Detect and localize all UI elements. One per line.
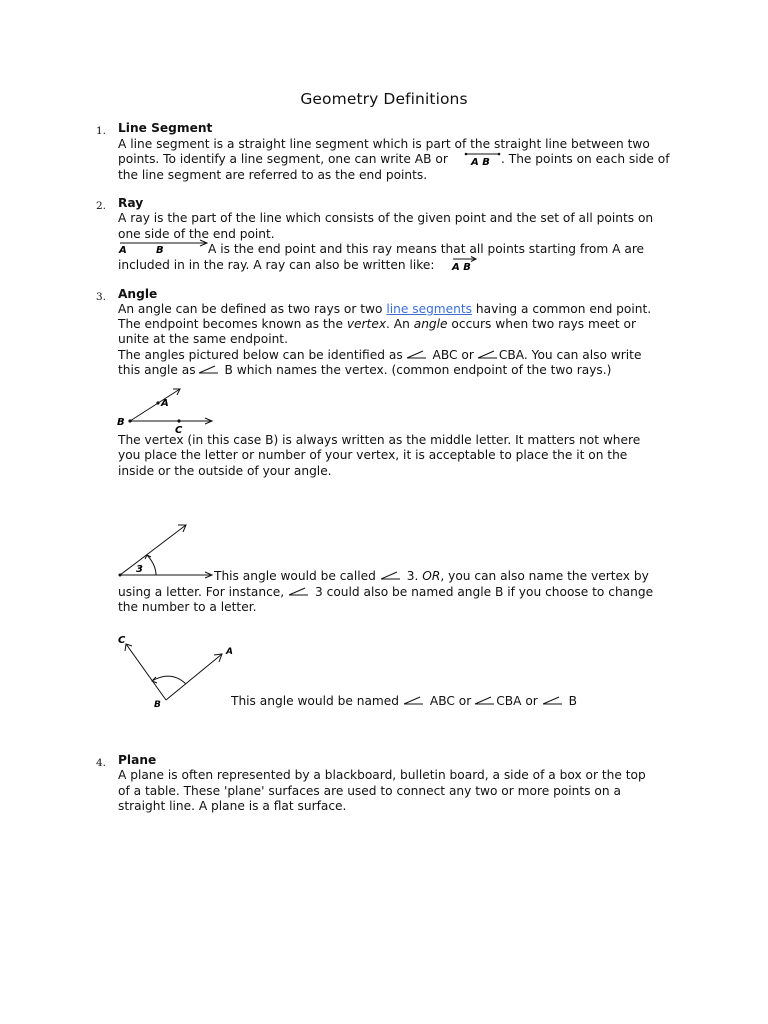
text-span: ABC or — [428, 348, 474, 362]
text-line — [118, 317, 636, 332]
ray-inline-label: A B — [452, 262, 471, 273]
text-span: B which names the vertex. (common endpoint of the two rays.) — [220, 363, 612, 377]
text-line — [214, 569, 649, 584]
text-span: . An — [386, 317, 414, 331]
text-span: , you can also name the vertex by — [440, 569, 649, 583]
text-line: inside or the outside of your angle. — [118, 464, 332, 478]
text-line: A ray is the part of the line which consists of the given point and the set of all points on — [118, 211, 654, 225]
angle-label-c: C — [118, 635, 126, 646]
text-line: included in in the ray. A ray can also be written like: — [118, 258, 435, 272]
text-span: An angle can be defined as two rays or two — [118, 302, 387, 316]
text-line — [118, 363, 611, 378]
heading-angle: Angle — [118, 287, 158, 301]
text-line — [118, 585, 653, 600]
ray-label-b: B — [156, 245, 164, 256]
text-line: points. To identify a line segment, one can write AB or — [118, 152, 448, 166]
heading-plane: Plane — [118, 753, 157, 767]
angle-symbol-icon — [288, 587, 310, 597]
ray-inline-notation-figure — [450, 256, 480, 272]
text-line — [231, 694, 577, 709]
text-line: unite at the same endpoint. — [118, 332, 288, 346]
angle-3-figure — [114, 520, 218, 584]
list-number-1: 1. — [96, 125, 107, 137]
text-span: this angle as — [118, 363, 196, 377]
angle-symbol-icon — [477, 350, 499, 360]
text-span: 3 could also be named angle B if you choose to change — [311, 585, 654, 599]
angle-label-a: A — [161, 398, 169, 409]
text-line: you place the letter or number of your vertex, it is acceptable to place the it on the — [118, 448, 628, 462]
vertex-term: vertex — [346, 317, 387, 331]
angle-abc-figure — [116, 383, 220, 435]
text-span: The endpoint becomes known as the — [118, 317, 347, 331]
segment-notation-label: A B — [471, 157, 490, 168]
text-line — [118, 348, 641, 363]
text-span: B — [564, 694, 578, 708]
text-line: . The points on each side of — [501, 152, 670, 166]
text-line: straight line. A plane is a flat surface. — [118, 799, 347, 813]
ray-label-a: A — [119, 245, 127, 256]
text-span: CBA or — [496, 694, 538, 708]
segment-notation-figure — [463, 151, 503, 167]
heading-line-segment: Line Segment — [118, 121, 213, 135]
text-line: A is the end point and this ray means that all points starting from A are — [208, 242, 645, 256]
angle-label-a: A — [226, 647, 233, 657]
text-line: the number to a letter. — [118, 600, 257, 614]
text-span: This angle would be named — [231, 694, 400, 708]
text-line: A plane is often represented by a blackboard, bulletin board, a side of a box or the top — [118, 768, 646, 782]
text-line: The vertex (in this case B) is always written as the middle letter. It matters not where — [118, 433, 641, 447]
angle-symbol-icon — [403, 696, 425, 706]
angle-symbol-icon — [198, 365, 220, 375]
angle-number-label: 3 — [136, 564, 143, 575]
list-number-2: 2. — [96, 200, 107, 212]
text-span: CBA. You can also write — [498, 348, 642, 362]
angle-symbol-icon — [380, 571, 402, 581]
angle-abc-open-figure — [114, 632, 240, 712]
text-span: The angles pictured below can be identified as — [118, 348, 403, 362]
angle-term: angle — [413, 317, 448, 331]
or-text: OR — [422, 569, 441, 583]
text-line: one side of the end point. — [118, 227, 275, 241]
angle-label-b: B — [154, 700, 161, 710]
text-line: the line segment are referred to as the end points. — [118, 168, 428, 182]
angle-symbol-icon — [474, 696, 496, 706]
angle-label-b: B — [117, 417, 125, 428]
text-span: having a common end point. — [472, 302, 652, 316]
list-number-4: 4. — [96, 757, 107, 769]
line-segments-link[interactable]: line segments — [386, 302, 473, 316]
angle-label-c: C — [175, 425, 183, 436]
text-span: occurs when two rays meet or — [447, 317, 637, 331]
text-span: using a letter. For instance, — [118, 585, 285, 599]
heading-ray: Ray — [118, 196, 144, 210]
text-span: ABC or — [426, 694, 472, 708]
angle-symbol-icon — [542, 696, 564, 706]
text-line: of a table. These 'plane' surfaces are used to connect any two or more points on a — [118, 784, 621, 798]
text-line — [118, 302, 651, 317]
page-title: Geometry Definitions — [300, 90, 468, 108]
text-span: 3. — [402, 569, 423, 583]
angle-symbol-icon — [406, 350, 428, 360]
ray-figure — [118, 239, 210, 255]
list-number-3: 3. — [96, 291, 107, 303]
text-line: A line segment is a straight line segment which is part of the straight line between two — [118, 137, 650, 151]
text-span: This angle would be called — [214, 569, 376, 583]
